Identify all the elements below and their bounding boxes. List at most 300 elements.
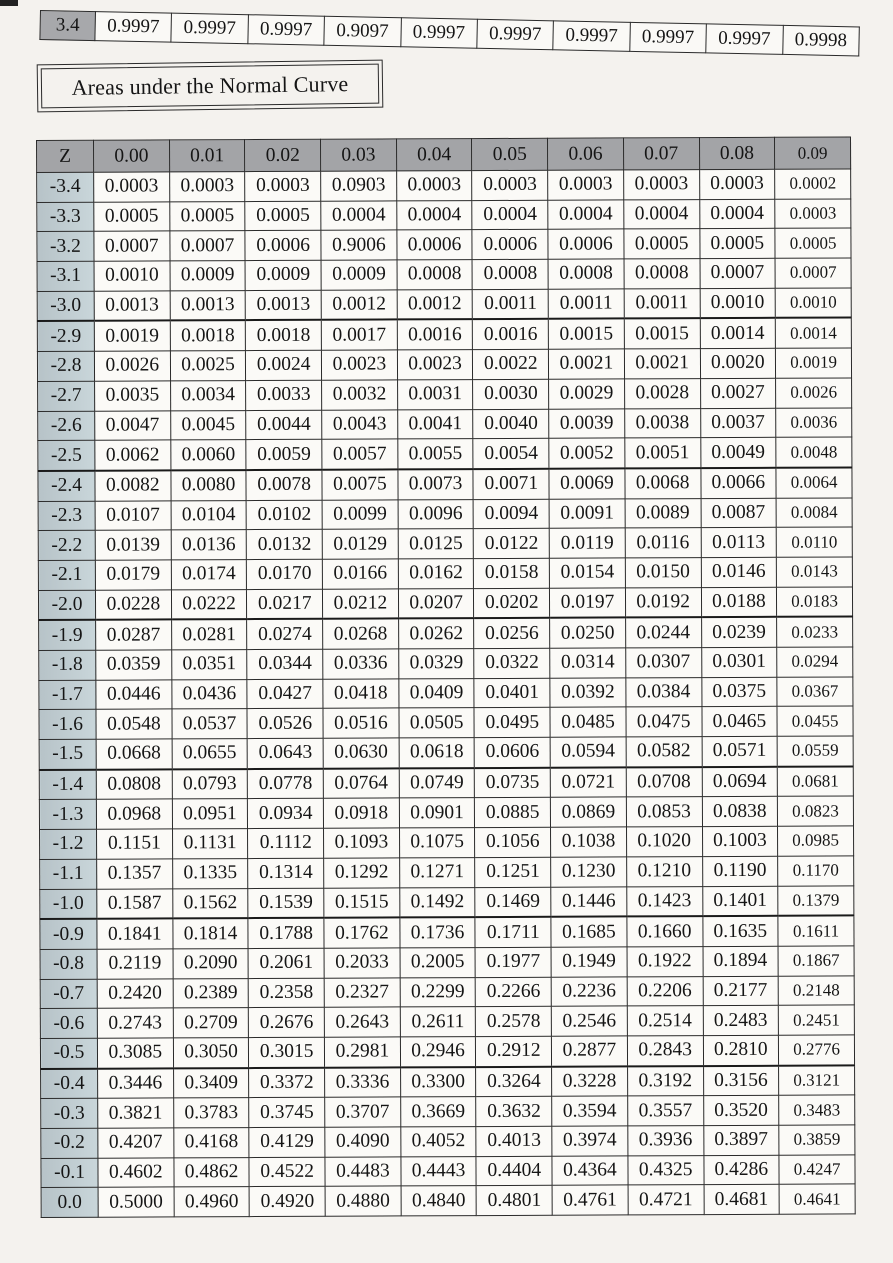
table-cell: 0.0329	[398, 649, 474, 679]
table-cell: 0.0183	[777, 587, 853, 618]
table-cell: 0.0630	[323, 738, 399, 769]
normal-table-wrap	[36, 136, 856, 1218]
table-cell: 0.1335	[172, 858, 248, 888]
table-cell: 0.0034	[170, 380, 246, 410]
column-header: 0.07	[623, 138, 699, 170]
table-cell: 0.0188	[701, 587, 777, 618]
table-cell: 0.3557	[627, 1096, 703, 1126]
table-row	[37, 258, 851, 291]
table-cell: 0.1587	[97, 888, 173, 919]
table-cell: 0.0004	[699, 199, 775, 229]
table-cell: 0.0475	[626, 707, 702, 737]
table-cell: 0.3372	[249, 1067, 325, 1098]
row-z-label: 0.0	[41, 1188, 98, 1218]
table-row	[40, 885, 854, 919]
table-cell: 0.0022	[473, 349, 549, 379]
top-row-z: 3.4	[40, 11, 96, 41]
table-cell: 0.1056	[475, 827, 551, 857]
table-cell: 0.3897	[703, 1125, 779, 1155]
table-cell: 0.0336	[323, 649, 399, 679]
table-cell: 0.0013	[246, 290, 322, 321]
table-cell: 0.0102	[246, 500, 322, 530]
table-cell: 0.0009	[245, 260, 321, 290]
table-cell: 0.2643	[324, 1007, 400, 1037]
row-z-label: -0.4	[41, 1068, 98, 1098]
table-cell: 0.0107	[95, 500, 171, 530]
top-row-cell: 0.9997	[95, 12, 172, 43]
table-cell: 0.0003	[699, 169, 775, 199]
table-cell: 0.1685	[551, 917, 627, 948]
table-cell: 0.3192	[627, 1066, 703, 1097]
top-row	[40, 11, 859, 56]
table-cell: 0.0007	[170, 231, 246, 261]
table-cell: 0.1788	[248, 918, 324, 949]
table-cell: 0.2611	[400, 1007, 476, 1037]
corner-mark	[0, 0, 18, 6]
table-cell: 0.2389	[173, 978, 249, 1008]
table-cell: 0.0869	[550, 797, 626, 827]
row-z-label: -0.8	[40, 949, 97, 979]
table-cell: 0.0694	[702, 767, 778, 798]
table-cell: 0.0132	[247, 530, 323, 560]
table-cell: 0.2810	[703, 1035, 779, 1066]
table-row	[40, 976, 854, 1009]
table-cell: 0.0043	[322, 409, 398, 439]
table-cell: 0.0537	[172, 709, 248, 739]
table-cell: 0.0019	[94, 321, 170, 352]
table-cell: 0.0005	[169, 201, 245, 231]
row-z-label: -0.2	[41, 1128, 98, 1158]
table-cell: 0.4721	[628, 1185, 704, 1215]
table-cell: 0.0281	[171, 619, 247, 650]
table-cell: 0.0014	[700, 318, 776, 349]
table-cell: 0.0808	[96, 769, 172, 800]
table-cell: 0.1867	[778, 946, 854, 976]
table-cell: 0.0041	[397, 409, 473, 439]
table-row	[37, 228, 851, 261]
table-cell: 0.0084	[776, 498, 852, 528]
top-row-cell: 0.9997	[248, 15, 325, 46]
row-z-label: -2.7	[38, 381, 95, 411]
table-cell: 0.0025	[170, 351, 246, 381]
table-cell: 0.3015	[249, 1037, 325, 1068]
table-cell: 0.0307	[626, 648, 702, 678]
table-cell: 0.2266	[476, 977, 552, 1007]
table-cell: 0.0016	[397, 320, 473, 351]
table-row	[37, 169, 851, 202]
table-cell: 0.0006	[548, 229, 624, 259]
table-cell: 0.3264	[476, 1066, 552, 1097]
table-cell: 0.2546	[551, 1006, 627, 1036]
table-cell: 0.0004	[397, 200, 473, 230]
table-cell: 0.0250	[550, 618, 626, 649]
column-header: 0.09	[775, 137, 851, 169]
table-cell: 0.0268	[323, 619, 399, 650]
row-z-label: -2.5	[38, 440, 95, 470]
table-cell: 0.3632	[476, 1097, 552, 1127]
table-cell: 0.0222	[171, 589, 247, 620]
table-cell: 0.0003	[245, 171, 321, 201]
table-cell: 0.0427	[247, 679, 323, 709]
table-row	[40, 1005, 854, 1038]
table-cell: 0.0045	[170, 410, 246, 440]
table-cell: 0.0418	[323, 679, 399, 709]
table-cell: 0.0062	[95, 440, 171, 471]
table-cell: 0.0274	[247, 619, 323, 650]
table-cell: 0.1814	[173, 918, 249, 949]
table-cell: 0.4761	[552, 1185, 628, 1215]
row-z-label: -3.2	[37, 232, 94, 262]
table-cell: 0.2148	[778, 976, 854, 1006]
table-cell: 0.1020	[626, 827, 702, 857]
table-cell: 0.2005	[400, 947, 476, 977]
table-cell: 0.1075	[399, 828, 475, 858]
top-row-cell: 0.9997	[400, 18, 477, 49]
row-z-label: -2.4	[38, 471, 95, 501]
table-row	[41, 1125, 855, 1158]
row-z-label: -2.2	[38, 530, 95, 560]
table-row	[41, 1155, 855, 1188]
row-z-label: -2.8	[37, 351, 94, 381]
table-cell: 0.0778	[248, 769, 324, 800]
table-cell: 0.0129	[322, 529, 398, 559]
column-header: 0.06	[548, 138, 624, 170]
column-header-z: Z	[37, 140, 94, 172]
table-cell: 0.4168	[173, 1128, 249, 1158]
table-row	[40, 916, 854, 950]
table-cell: 0.0409	[399, 678, 475, 708]
table-cell: 0.4052	[401, 1127, 477, 1157]
table-cell: 0.0005	[775, 228, 851, 258]
row-z-label: -1.0	[40, 889, 97, 919]
table-cell: 0.0004	[472, 200, 548, 230]
table-cell: 0.0158	[474, 558, 550, 588]
table-row	[38, 557, 852, 590]
table-cell: 0.3300	[400, 1067, 476, 1098]
table-cell: 0.0073	[398, 469, 474, 500]
table-cell: 0.0003	[169, 172, 245, 202]
row-z-label: -0.1	[41, 1158, 98, 1188]
table-cell: 0.0019	[776, 348, 852, 378]
table-cell: 0.2843	[627, 1036, 703, 1067]
table-cell: 0.3085	[97, 1038, 173, 1069]
top-row-cell: 0.9998	[782, 25, 859, 56]
table-cell: 0.0150	[625, 558, 701, 588]
table-cell: 0.0643	[247, 738, 323, 769]
row-z-label: -1.6	[39, 710, 96, 740]
column-header: 0.05	[472, 138, 548, 170]
table-cell: 0.0548	[96, 709, 172, 739]
table-cell: 0.4129	[249, 1127, 325, 1157]
table-cell: 0.1093	[324, 828, 400, 858]
table-cell: 0.0934	[248, 799, 324, 829]
table-cell: 0.3336	[325, 1067, 401, 1098]
table-cell: 0.0004	[321, 201, 397, 231]
table-cell: 0.0008	[397, 260, 473, 290]
table-cell: 0.0059	[246, 439, 322, 470]
table-cell: 0.0075	[322, 469, 398, 500]
column-header: 0.08	[699, 137, 775, 169]
column-header: 0.02	[245, 139, 321, 171]
table-row	[38, 527, 852, 560]
table-row	[38, 467, 852, 501]
table-cell: 0.0057	[322, 439, 398, 470]
table-cell: 0.1112	[248, 828, 324, 858]
table-cell: 0.4404	[476, 1156, 552, 1186]
table-cell: 0.0080	[171, 470, 247, 501]
table-header	[37, 137, 851, 173]
table-cell: 0.0008	[472, 259, 548, 289]
column-header: 0.01	[169, 140, 245, 172]
table-cell: 0.3483	[779, 1095, 855, 1125]
table-cell: 0.0023	[397, 350, 473, 380]
row-z-label: -0.7	[40, 979, 97, 1009]
table-cell: 0.0119	[549, 528, 625, 558]
table-cell: 0.0838	[702, 797, 778, 827]
table-cell: 0.0436	[172, 679, 248, 709]
table-cell: 0.0359	[96, 650, 172, 680]
table-cell: 0.0392	[550, 678, 626, 708]
column-header: 0.03	[321, 139, 397, 171]
table-cell: 0.0004	[548, 200, 624, 230]
table-cell: 0.0029	[549, 379, 625, 409]
table-cell: 0.2676	[249, 1008, 325, 1038]
table-cell: 0.4364	[552, 1156, 628, 1186]
table-cell: 0.2177	[703, 976, 779, 1006]
table-cell: 0.0037	[700, 408, 776, 438]
table-cell: 0.0005	[699, 229, 775, 259]
table-cell: 0.0003	[548, 170, 624, 200]
table-cell: 0.0146	[701, 557, 777, 587]
table-cell: 0.2451	[778, 1005, 854, 1035]
table-cell: 0.0197	[550, 588, 626, 619]
table-cell: 0.0143	[777, 557, 853, 587]
table-cell: 0.0096	[398, 499, 474, 529]
table-body	[37, 169, 856, 1218]
table-cell: 0.0571	[702, 736, 778, 767]
table-row	[39, 796, 853, 829]
table-cell: 0.1736	[400, 917, 476, 948]
table-cell: 0.0011	[624, 288, 700, 319]
table-cell: 0.0122	[474, 529, 550, 559]
table-cell: 0.1660	[627, 916, 703, 947]
table-cell: 0.1949	[551, 947, 627, 977]
table-cell: 0.3936	[628, 1126, 704, 1156]
table-cell: 0.0136	[171, 530, 247, 560]
table-cell: 0.0094	[474, 499, 550, 529]
table-cell: 0.0351	[171, 650, 247, 680]
table-cell: 0.0091	[549, 498, 625, 528]
table-cell: 0.0853	[626, 797, 702, 827]
table-cell: 0.0228	[95, 590, 171, 621]
table-cell: 0.0516	[323, 708, 399, 738]
table-cell: 0.0367	[777, 677, 853, 707]
table-cell: 0.1038	[551, 827, 627, 857]
table-cell: 0.0239	[701, 617, 777, 648]
row-z-label: -0.5	[40, 1038, 97, 1068]
row-z-label: -0.6	[40, 1008, 97, 1038]
top-row-strip	[39, 10, 859, 56]
table-cell: 0.2033	[324, 948, 400, 978]
table-cell: 0.0202	[474, 588, 550, 619]
table-cell: 0.0033	[246, 380, 322, 410]
table-cell: 0.2776	[779, 1035, 855, 1066]
table-cell: 0.0192	[625, 587, 701, 618]
table-cell: 0.0021	[624, 349, 700, 379]
table-row	[37, 199, 851, 232]
row-z-label: -3.4	[37, 172, 94, 202]
table-cell: 0.0008	[548, 259, 624, 289]
table-cell: 0.2483	[703, 1006, 779, 1036]
table-cell: 0.0013	[94, 291, 170, 322]
table-cell: 0.0582	[626, 737, 702, 768]
table-cell: 0.1003	[702, 826, 778, 856]
table-cell: 0.1635	[702, 916, 778, 947]
row-z-label: -2.6	[38, 411, 95, 441]
table-cell: 0.0023	[321, 350, 397, 380]
table-cell: 0.0793	[172, 769, 248, 800]
table-cell: 0.0011	[473, 289, 549, 320]
table-cell: 0.0009	[170, 261, 246, 291]
table-cell: 0.0078	[246, 470, 322, 501]
table-cell: 0.0002	[775, 169, 851, 199]
table-cell: 0.0026	[94, 351, 170, 381]
table-cell: 0.0006	[245, 231, 321, 261]
table-cell: 0.1492	[400, 887, 476, 918]
table-cell: 0.4840	[401, 1186, 477, 1216]
table-cell: 0.0006	[472, 230, 548, 260]
table-cell: 0.0047	[95, 410, 171, 440]
table-cell: 0.0004	[624, 199, 700, 229]
table-cell: 0.0681	[777, 766, 853, 797]
table-cell: 0.3050	[173, 1038, 249, 1069]
row-z-label: -2.1	[38, 560, 95, 590]
table-cell: 0.2061	[248, 948, 324, 978]
table-cell: 0.1469	[475, 887, 551, 918]
table-row	[38, 407, 852, 440]
table-cell: 0.0011	[548, 289, 624, 320]
table-cell: 0.0212	[323, 589, 399, 620]
table-cell: 0.0294	[777, 647, 853, 677]
table-cell: 0.4801	[477, 1186, 553, 1216]
row-z-label: -3.3	[37, 202, 94, 232]
table-cell: 0.0721	[550, 767, 626, 798]
table-cell: 0.4286	[703, 1155, 779, 1185]
table-cell: 0.2877	[552, 1036, 628, 1067]
table-cell: 0.0054	[473, 438, 549, 469]
heading-box	[37, 60, 384, 113]
table-cell: 0.0089	[625, 498, 701, 528]
table-cell: 0.4443	[401, 1156, 477, 1186]
table-cell: 0.0618	[399, 738, 475, 769]
table-cell: 0.3745	[249, 1098, 325, 1128]
table-cell: 0.0071	[473, 469, 549, 500]
table-cell: 0.0901	[399, 798, 475, 828]
table-cell: 0.1894	[703, 946, 779, 976]
top-row-cell: 0.9997	[477, 19, 554, 50]
normal-curve-table	[36, 136, 856, 1218]
table-cell: 0.1131	[172, 829, 248, 859]
table-cell: 0.0049	[700, 437, 776, 468]
table-cell: 0.0003	[396, 171, 472, 201]
table-cell: 0.0018	[246, 320, 322, 351]
table-row	[39, 677, 853, 710]
table-cell: 0.0003	[94, 172, 170, 202]
table-cell: 0.3821	[98, 1098, 174, 1128]
table-row	[39, 647, 853, 680]
table-cell: 0.2912	[476, 1036, 552, 1067]
table-row	[38, 378, 852, 411]
table-cell: 0.3669	[400, 1097, 476, 1127]
table-cell: 0.1230	[551, 857, 627, 887]
table-row	[40, 826, 854, 859]
table-cell: 0.3446	[98, 1068, 174, 1099]
table-cell: 0.0104	[171, 500, 247, 530]
table-cell: 0.0314	[550, 648, 626, 678]
table-cell: 0.0003	[775, 199, 851, 229]
row-z-label: -2.3	[38, 501, 95, 531]
table-cell: 0.0401	[474, 678, 550, 708]
table-cell: 0.3859	[779, 1125, 855, 1155]
top-row-cell: 0.9997	[553, 21, 630, 52]
table-cell: 0.1922	[627, 946, 703, 976]
table-cell: 0.1210	[626, 856, 702, 886]
table-cell: 0.2743	[97, 1008, 173, 1038]
table-cell: 0.1151	[97, 829, 173, 859]
table-cell: 0.0116	[625, 528, 701, 558]
table-row	[38, 587, 852, 621]
table-cell: 0.0010	[94, 261, 170, 291]
table-cell: 0.0287	[96, 620, 172, 651]
table-cell: 0.0035	[95, 381, 171, 411]
table-row	[41, 1065, 855, 1099]
table-cell: 0.0082	[95, 470, 171, 501]
table-cell: 0.0048	[776, 437, 852, 468]
table-cell: 0.0018	[170, 321, 246, 352]
table-cell: 0.0446	[96, 680, 172, 710]
table-cell: 0.0003	[472, 170, 548, 200]
table-cell: 0.0012	[397, 289, 473, 320]
table-row	[40, 946, 854, 979]
table-cell: 0.0036	[776, 407, 852, 437]
table-cell: 0.2236	[551, 976, 627, 1006]
table-cell: 0.0764	[323, 768, 399, 799]
table-cell: 0.0885	[475, 798, 551, 828]
table-cell: 0.0823	[778, 796, 854, 826]
table-cell: 0.0005	[245, 201, 321, 231]
table-cell: 0.0110	[776, 527, 852, 557]
table-cell: 0.0009	[321, 260, 397, 290]
row-z-label: -1.3	[39, 800, 96, 830]
row-z-label: -1.4	[39, 769, 96, 799]
table-cell: 0.0040	[473, 409, 549, 439]
table-cell: 0.4862	[174, 1157, 250, 1187]
table-cell: 0.4325	[628, 1155, 704, 1185]
table-cell: 0.3228	[552, 1066, 628, 1097]
row-z-label: -2.0	[38, 590, 95, 620]
table-cell: 0.1446	[551, 886, 627, 917]
table-cell: 0.0113	[701, 528, 777, 558]
table-cell: 0.2119	[97, 949, 173, 979]
table-cell: 0.4013	[476, 1126, 552, 1156]
table-cell: 0.0028	[624, 378, 700, 408]
table-cell: 0.0099	[322, 499, 398, 529]
table-cell: 0.9006	[321, 230, 397, 260]
table-cell: 0.1271	[399, 857, 475, 887]
table-cell: 0.1762	[324, 918, 400, 949]
table-cell: 0.0003	[623, 170, 699, 200]
table-cell: 0.1423	[627, 886, 703, 917]
